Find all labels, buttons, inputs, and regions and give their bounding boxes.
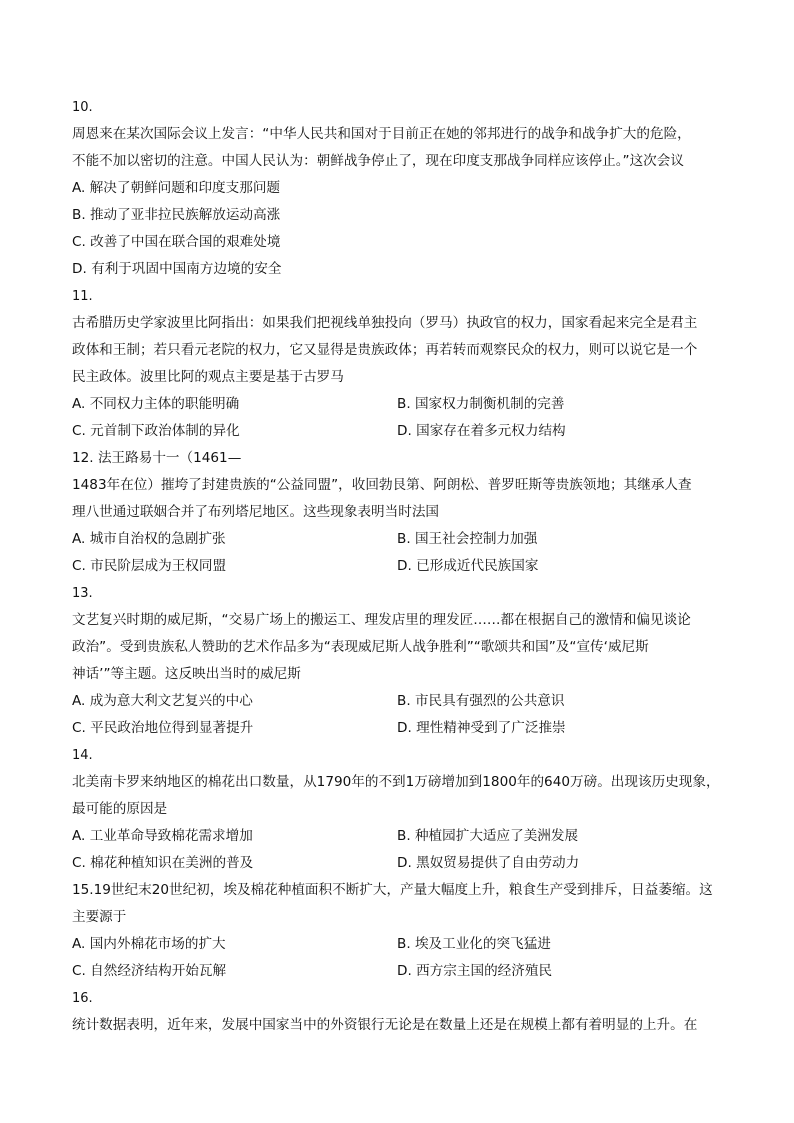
question-13 <box>72 580 724 742</box>
question-15 <box>72 877 724 985</box>
question-stem-line: 政治”。受到贵族私人赞助的艺术作品多为“表现威尼斯人战争胜利”“歌颂共和国”及“宣传‘威尼斯 <box>72 639 649 655</box>
options-row <box>72 823 724 850</box>
option-b: B. 埃及工业化的突飞猛进 <box>397 936 551 952</box>
options-row <box>72 850 724 877</box>
option-a: A. 工业革命导致棉花需求增加 <box>72 828 253 844</box>
option-d: D. 理性精神受到了广泛推崇 <box>397 720 566 736</box>
options-row <box>72 688 724 715</box>
option-c: C. 元首制下政治体制的异化 <box>72 423 240 439</box>
option-a: A. 解决了朝鲜问题和印度支那问题 <box>72 180 281 196</box>
question-stem-line: 政体和王制；若只看元老院的权力，它又显得是贵族政体；再若转而观察民众的权力，则可以说它是一个 <box>72 342 698 358</box>
question-stem-line: 最可能的原因是 <box>72 801 168 817</box>
options-row <box>72 715 724 742</box>
option-d: D. 有利于巩固中国南方边境的安全 <box>72 261 282 277</box>
question-12 <box>72 445 724 580</box>
options-row <box>72 418 724 445</box>
options-row <box>72 553 724 580</box>
question-stem-line: 统计数据表明，近年来，发展中国家当中的外资银行无论是在数量上还是在规模上都有着明显的上升。在 <box>72 1017 698 1033</box>
option-d: D. 国家存在着多元权力结构 <box>397 423 566 439</box>
question-14 <box>72 742 724 877</box>
option-c: C. 改善了中国在联合国的艰难处境 <box>72 234 281 250</box>
question-stem-line: 不能不加以密切的注意。中国人民认为：朝鲜战争停止了，现在印度支那战争同样应该停止。”这次会议 <box>72 153 684 169</box>
option-a: A. 城市自治权的急剧扩张 <box>72 531 226 547</box>
question-number: 13. <box>72 586 93 601</box>
question-stem-line: 主要源于 <box>72 909 127 925</box>
option-c: C. 市民阶层成为王权同盟 <box>72 558 227 574</box>
options-row <box>72 958 724 985</box>
question-number: 11. <box>72 289 93 304</box>
options-row <box>72 391 724 418</box>
option-a: A. 不同权力主体的职能明确 <box>72 396 240 412</box>
option-a: A. 成为意大利文艺复兴的中心 <box>72 693 253 709</box>
option-c: C. 自然经济结构开始瓦解 <box>72 963 227 979</box>
question-stem-line: 15.19世纪末20世纪初，埃及棉花种植面积不断扩大，产量大幅度上升，粮食生产受到排斥，日益萎缩。这 <box>72 882 713 898</box>
option-b: B. 国家权力制衡机制的完善 <box>397 396 565 412</box>
question-11 <box>72 283 724 445</box>
option-b: B. 种植园扩大适应了美洲发展 <box>397 828 579 844</box>
exam-content <box>72 94 724 1039</box>
question-16 <box>72 985 724 1039</box>
option-c: C. 棉花种植知识在美洲的普及 <box>72 855 254 871</box>
question-stem-line: 理八世通过联姻合并了布列塔尼地区。这些现象表明当时法国 <box>72 504 440 520</box>
question-stem-line: 民主政体。波里比阿的观点主要是基于古罗马 <box>72 369 344 385</box>
option-b: B. 国王社会控制力加强 <box>397 531 538 547</box>
option-d: D. 西方宗主国的经济殖民 <box>397 963 553 979</box>
options-row <box>72 526 724 553</box>
question-stem-line: 文艺复兴时期的威尼斯，“交易广场上的搬运工、理发店里的理发匠……都在根据自己的激情和偏见谈论 <box>72 612 691 628</box>
question-stem-line: 周恩来在某次国际会议上发言：“中华人民共和国对于目前正在她的邻邦进行的战争和战争扩大的危险， <box>72 126 691 142</box>
option-d: D. 已形成近代民族国家 <box>397 558 539 574</box>
question-10 <box>72 94 724 283</box>
question-number: 14. <box>72 748 93 763</box>
option-c: C. 平民政治地位得到显著提升 <box>72 720 254 736</box>
question-number: 16. <box>72 991 93 1006</box>
option-b: B. 市民具有强烈的公共意识 <box>397 693 565 709</box>
question-number: 10. <box>72 100 93 115</box>
option-d: D. 黑奴贸易提供了自由劳动力 <box>397 855 580 871</box>
question-stem-line: 神话’”等主题。这反映出当时的威尼斯 <box>72 666 301 682</box>
question-number: 12. 法王路易十一（1461— <box>72 450 242 466</box>
options-row <box>72 931 724 958</box>
question-stem-line: 古希腊历史学家波里比阿指出：如果我们把视线单独投向（罗马）执政官的权力，国家看起来完全是君主 <box>72 315 698 331</box>
question-stem-line: 1483年在位）摧垮了封建贵族的“公益同盟”，收回勃艮第、阿朗松、普罗旺斯等贵族领地；其继承人查 <box>72 477 692 493</box>
option-b: B. 推动了亚非拉民族解放运动高涨 <box>72 207 281 223</box>
question-stem-line: 北美南卡罗来纳地区的棉花出口数量，从1790年的不到1万磅增加到1800年的640万磅。出现该历史现象， <box>72 774 720 790</box>
option-a: A. 国内外棉花市场的扩大 <box>72 936 226 952</box>
